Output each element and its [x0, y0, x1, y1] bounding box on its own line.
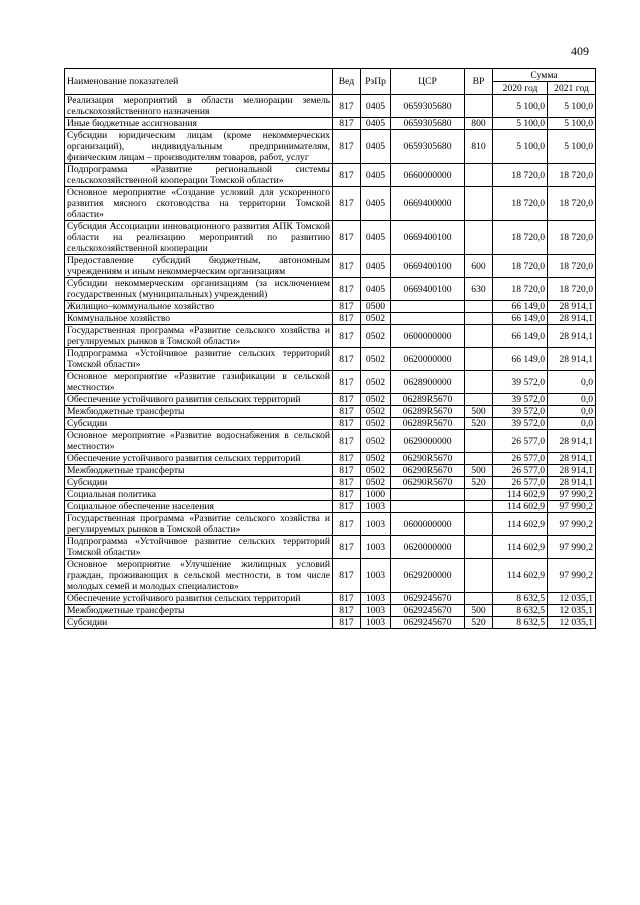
row-vr [465, 513, 493, 536]
row-vr [465, 164, 493, 187]
row-sum-2020: 114 602,9 [493, 536, 548, 559]
row-rzpr: 0500 [361, 301, 391, 313]
row-vr: 810 [465, 130, 493, 164]
row-name: Обеспечение устойчивого развития сельских территорий [65, 394, 333, 406]
row-vr [465, 430, 493, 453]
row-rzpr: 0405 [361, 164, 391, 187]
row-sum-2021: 18 720,0 [548, 255, 596, 278]
row-name: Предоставление субсидий бюджетным, автономным учреждениям и иным некоммерческим организациям [65, 255, 333, 278]
row-sum-2020: 114 602,9 [493, 489, 548, 501]
header-ved: Вед [333, 69, 361, 95]
table-row [65, 221, 596, 255]
table-row [65, 605, 596, 617]
table-row [65, 536, 596, 559]
row-csr [391, 489, 465, 501]
row-ved: 817 [333, 453, 361, 465]
row-sum-2020: 18 720,0 [493, 255, 548, 278]
table-row [65, 187, 596, 221]
row-csr: 0669400100 [391, 221, 465, 255]
row-sum-2021: 0,0 [548, 406, 596, 418]
row-vr: 520 [465, 617, 493, 629]
row-sum-2020: 39 572,0 [493, 406, 548, 418]
row-rzpr: 0502 [361, 406, 391, 418]
row-ved: 817 [333, 221, 361, 255]
row-sum-2021: 18 720,0 [548, 164, 596, 187]
row-rzpr: 0502 [361, 465, 391, 477]
row-vr [465, 313, 493, 325]
row-sum-2021: 5 100,0 [548, 130, 596, 164]
row-sum-2021: 28 914,1 [548, 325, 596, 348]
row-ved: 817 [333, 559, 361, 593]
row-csr: 06289R5670 [391, 394, 465, 406]
row-sum-2020: 5 100,0 [493, 95, 548, 118]
table-row [65, 489, 596, 501]
row-name: Обеспечение устойчивого развития сельских территорий [65, 453, 333, 465]
row-csr: 06289R5670 [391, 406, 465, 418]
row-vr [465, 593, 493, 605]
table-row [65, 501, 596, 513]
row-csr: 0629245670 [391, 617, 465, 629]
table-row [65, 301, 596, 313]
row-rzpr: 0502 [361, 477, 391, 489]
row-name: Коммунальное хозяйство [65, 313, 333, 325]
row-rzpr: 0502 [361, 453, 391, 465]
row-ved: 817 [333, 617, 361, 629]
row-sum-2021: 12 035,1 [548, 605, 596, 617]
row-sum-2021: 97 990,2 [548, 489, 596, 501]
row-ved: 817 [333, 278, 361, 301]
row-rzpr: 0405 [361, 221, 391, 255]
row-csr: 06290R5670 [391, 477, 465, 489]
row-csr: 0659305680 [391, 118, 465, 130]
table-row [65, 164, 596, 187]
row-name: Субсидии юридическим лицам (кроме некоммерческих организаций), индивидуальным предпринимателям, физическим лицам – производителям товаров, работ, услуг [65, 130, 333, 164]
row-rzpr: 1003 [361, 617, 391, 629]
row-ved: 817 [333, 430, 361, 453]
header-sum: Сумма [493, 69, 596, 82]
row-rzpr: 0502 [361, 313, 391, 325]
row-ved: 817 [333, 489, 361, 501]
row-ved: 817 [333, 95, 361, 118]
row-csr: 0659305680 [391, 130, 465, 164]
row-sum-2021: 0,0 [548, 394, 596, 406]
row-name: Реализация мероприятий в области мелиорации земель сельскохозяйственного назначения [65, 95, 333, 118]
table-row [65, 465, 596, 477]
row-rzpr: 1003 [361, 593, 391, 605]
table-row [65, 406, 596, 418]
row-sum-2021: 97 990,2 [548, 559, 596, 593]
row-sum-2021: 28 914,1 [548, 348, 596, 371]
row-vr [465, 325, 493, 348]
row-ved: 817 [333, 130, 361, 164]
table-row [65, 418, 596, 430]
table-row [65, 559, 596, 593]
row-vr [465, 348, 493, 371]
row-rzpr: 0405 [361, 95, 391, 118]
row-sum-2021: 5 100,0 [548, 118, 596, 130]
row-ved: 817 [333, 187, 361, 221]
table-row [65, 278, 596, 301]
row-csr: 0628900000 [391, 371, 465, 394]
row-name: Основное мероприятие «Развитие водоснабжения в сельской местности» [65, 430, 333, 453]
row-sum-2021: 18 720,0 [548, 187, 596, 221]
row-ved: 817 [333, 593, 361, 605]
row-name: Обеспечение устойчивого развития сельских территорий [65, 593, 333, 605]
header-year-2020: 2020 год [493, 82, 548, 95]
row-name: Иные бюджетные ассигнования [65, 118, 333, 130]
row-rzpr: 0405 [361, 278, 391, 301]
row-ved: 817 [333, 118, 361, 130]
row-sum-2020: 39 572,0 [493, 418, 548, 430]
row-vr: 800 [465, 118, 493, 130]
page-number: 409 [571, 44, 589, 58]
row-csr: 06289R5670 [391, 418, 465, 430]
row-rzpr: 0405 [361, 187, 391, 221]
row-sum-2021: 5 100,0 [548, 95, 596, 118]
row-sum-2020: 5 100,0 [493, 130, 548, 164]
row-vr [465, 221, 493, 255]
row-name: Субсидии [65, 477, 333, 489]
table-row [65, 255, 596, 278]
row-sum-2020: 26 577,0 [493, 465, 548, 477]
row-sum-2021: 12 035,1 [548, 593, 596, 605]
row-name: Субсидии [65, 617, 333, 629]
row-csr: 0669400000 [391, 187, 465, 221]
row-ved: 817 [333, 325, 361, 348]
row-ved: 817 [333, 513, 361, 536]
row-rzpr: 1003 [361, 605, 391, 617]
row-sum-2021: 28 914,1 [548, 301, 596, 313]
table-row [65, 130, 596, 164]
row-rzpr: 1000 [361, 489, 391, 501]
row-ved: 817 [333, 301, 361, 313]
row-csr: 0669400100 [391, 278, 465, 301]
budget-table [64, 68, 596, 629]
table-row [65, 348, 596, 371]
row-name: Межбюджетные трансферты [65, 465, 333, 477]
table-row [65, 513, 596, 536]
row-sum-2020: 8 632,5 [493, 593, 548, 605]
row-sum-2020: 66 149,0 [493, 348, 548, 371]
row-sum-2020: 26 577,0 [493, 477, 548, 489]
row-name: Межбюджетные трансферты [65, 406, 333, 418]
row-rzpr: 1003 [361, 536, 391, 559]
row-csr: 0629245670 [391, 605, 465, 617]
table-row [65, 371, 596, 394]
row-sum-2020: 114 602,9 [493, 559, 548, 593]
row-csr: 06290R5670 [391, 453, 465, 465]
row-sum-2020: 26 577,0 [493, 430, 548, 453]
row-ved: 817 [333, 394, 361, 406]
row-rzpr: 0502 [361, 418, 391, 430]
row-ved: 817 [333, 255, 361, 278]
row-csr: 0659305680 [391, 95, 465, 118]
row-name: Подпрограмма «Устойчивое развитие сельских территорий Томской области» [65, 536, 333, 559]
row-ved: 817 [333, 348, 361, 371]
row-ved: 817 [333, 406, 361, 418]
header-name: Наименование показателей [65, 69, 333, 95]
row-vr [465, 501, 493, 513]
table-row [65, 118, 596, 130]
row-vr [465, 301, 493, 313]
row-vr [465, 95, 493, 118]
row-sum-2021: 28 914,1 [548, 477, 596, 489]
row-vr: 500 [465, 605, 493, 617]
row-rzpr: 0405 [361, 130, 391, 164]
row-ved: 817 [333, 371, 361, 394]
row-name: Социальная политика [65, 489, 333, 501]
row-sum-2020: 18 720,0 [493, 164, 548, 187]
row-sum-2021: 28 914,1 [548, 453, 596, 465]
row-vr [465, 559, 493, 593]
row-name: Жилищно–коммунальное хозяйство [65, 301, 333, 313]
row-csr: 0600000000 [391, 325, 465, 348]
row-sum-2021: 28 914,1 [548, 465, 596, 477]
row-ved: 817 [333, 605, 361, 617]
row-vr [465, 187, 493, 221]
row-vr [465, 453, 493, 465]
row-sum-2020: 66 149,0 [493, 313, 548, 325]
header-vr: ВР [465, 69, 493, 95]
table-row [65, 430, 596, 453]
row-name: Подпрограмма «Развитие региональной системы сельскохозяйственной кооперации Томской области» [65, 164, 333, 187]
row-sum-2021: 28 914,1 [548, 430, 596, 453]
row-csr: 0669400100 [391, 255, 465, 278]
row-sum-2021: 97 990,2 [548, 501, 596, 513]
row-rzpr: 0502 [361, 371, 391, 394]
row-csr: 0620000000 [391, 536, 465, 559]
row-sum-2020: 114 602,9 [493, 501, 548, 513]
row-ved: 817 [333, 501, 361, 513]
row-name: Основное мероприятие «Развитие газификации в сельской местности» [65, 371, 333, 394]
row-rzpr: 0405 [361, 255, 391, 278]
row-name: Подпрограмма «Устойчивое развитие сельских территорий Томской области» [65, 348, 333, 371]
row-vr: 520 [465, 418, 493, 430]
row-rzpr: 0405 [361, 118, 391, 130]
row-csr: 0660000000 [391, 164, 465, 187]
row-sum-2020: 5 100,0 [493, 118, 548, 130]
row-vr: 630 [465, 278, 493, 301]
row-rzpr: 0502 [361, 394, 391, 406]
row-ved: 817 [333, 465, 361, 477]
table-row [65, 313, 596, 325]
row-vr [465, 371, 493, 394]
row-sum-2020: 26 577,0 [493, 453, 548, 465]
row-vr: 500 [465, 465, 493, 477]
row-vr: 500 [465, 406, 493, 418]
row-sum-2020: 8 632,5 [493, 617, 548, 629]
row-csr [391, 501, 465, 513]
header-rzpr: РзПр [361, 69, 391, 95]
table-body [65, 95, 596, 629]
row-sum-2021: 28 914,1 [548, 313, 596, 325]
row-sum-2021: 18 720,0 [548, 221, 596, 255]
header-csr: ЦСР [391, 69, 465, 95]
row-csr: 0620000000 [391, 348, 465, 371]
row-csr [391, 313, 465, 325]
row-sum-2020: 18 720,0 [493, 278, 548, 301]
table-row [65, 325, 596, 348]
row-rzpr: 1003 [361, 559, 391, 593]
row-name: Межбюджетные трансферты [65, 605, 333, 617]
row-sum-2021: 18 720,0 [548, 278, 596, 301]
row-ved: 817 [333, 313, 361, 325]
row-name: Основное мероприятие «Создание условий для ускоренного развития мясного скотоводства на территории Томской области» [65, 187, 333, 221]
row-ved: 817 [333, 536, 361, 559]
row-sum-2021: 0,0 [548, 418, 596, 430]
row-sum-2020: 114 602,9 [493, 513, 548, 536]
row-vr: 520 [465, 477, 493, 489]
row-name: Субсидии [65, 418, 333, 430]
row-name: Государственная программа «Развитие сельского хозяйства и регулируемых рынков в Томской области» [65, 513, 333, 536]
table-row [65, 394, 596, 406]
row-sum-2020: 8 632,5 [493, 605, 548, 617]
row-ved: 817 [333, 164, 361, 187]
row-csr: 06290R5670 [391, 465, 465, 477]
row-rzpr: 1003 [361, 501, 391, 513]
row-csr: 0629245670 [391, 593, 465, 605]
row-rzpr: 0502 [361, 325, 391, 348]
row-csr [391, 301, 465, 313]
row-sum-2021: 97 990,2 [548, 536, 596, 559]
row-sum-2021: 97 990,2 [548, 513, 596, 536]
row-sum-2020: 39 572,0 [493, 394, 548, 406]
row-rzpr: 0502 [361, 348, 391, 371]
table-row [65, 477, 596, 489]
row-ved: 817 [333, 418, 361, 430]
row-name: Государственная программа «Развитие сельского хозяйства и регулируемых рынков в Томской области» [65, 325, 333, 348]
row-sum-2020: 39 572,0 [493, 371, 548, 394]
row-sum-2020: 18 720,0 [493, 221, 548, 255]
row-csr: 0629000000 [391, 430, 465, 453]
table-row [65, 453, 596, 465]
row-vr [465, 536, 493, 559]
row-name: Основное мероприятие «Улучшение жилищных условий граждан, проживающих в сельской местности, в том числе молодых семей и молодых специалистов» [65, 559, 333, 593]
row-vr [465, 489, 493, 501]
row-sum-2020: 66 149,0 [493, 325, 548, 348]
row-csr: 0629200000 [391, 559, 465, 593]
table-header [65, 69, 596, 95]
row-vr [465, 394, 493, 406]
row-name: Субсидии некоммерческим организациям (за исключением государственных (муниципальных) учреждений) [65, 278, 333, 301]
row-vr: 600 [465, 255, 493, 278]
row-csr: 0600000000 [391, 513, 465, 536]
row-sum-2020: 18 720,0 [493, 187, 548, 221]
row-rzpr: 1003 [361, 513, 391, 536]
row-sum-2021: 0,0 [548, 371, 596, 394]
row-ved: 817 [333, 477, 361, 489]
row-name: Субсидия Ассоциации инновационного развития АПК Томской области на реализацию мероприятий по развитию сельскохозяйственной кооперации [65, 221, 333, 255]
table-row [65, 593, 596, 605]
header-year-2021: 2021 год [548, 82, 596, 95]
table-row [65, 617, 596, 629]
row-name: Социальное обеспечение населения [65, 501, 333, 513]
table-row [65, 95, 596, 118]
row-sum-2021: 12 035,1 [548, 617, 596, 629]
row-sum-2020: 66 149,0 [493, 301, 548, 313]
row-rzpr: 0502 [361, 430, 391, 453]
